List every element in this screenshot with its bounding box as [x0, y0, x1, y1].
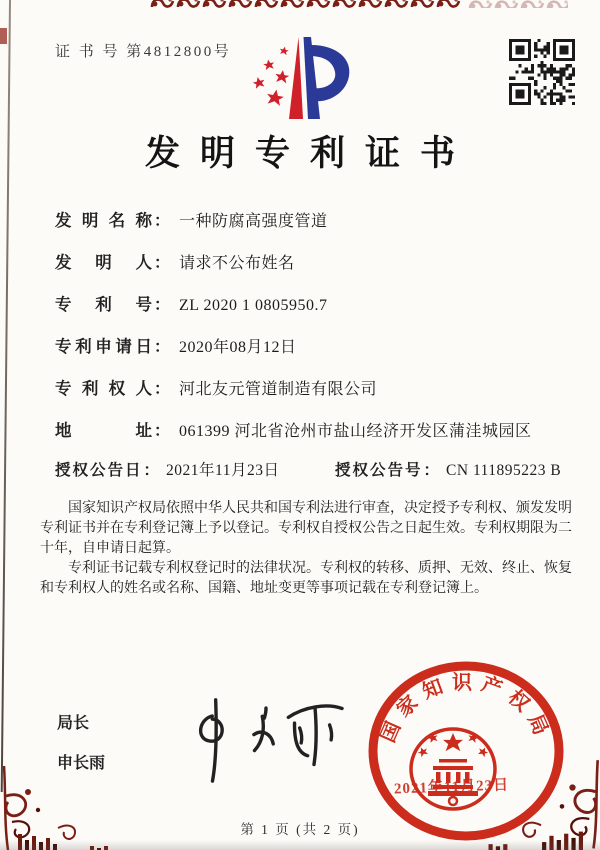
field-value: 2020年08月12日	[179, 339, 297, 356]
grant-number-label: 授权公告号	[335, 462, 423, 479]
legal-paragraph-2: 专利证书记载专利权登记时的法律状况。专利权的转移、质押、无效、终止、恢复和专利权人的姓名或名称、国籍、地址变更等事项记载在专利登记簿上。	[40, 561, 572, 596]
grant-date-value: 2021年11月23日	[166, 462, 280, 479]
scan-edge-shade	[0, 840, 600, 850]
field-colon: ：	[154, 297, 171, 314]
field-row	[55, 417, 532, 438]
certificate-number: 证 书 号 第4812800号	[55, 44, 232, 60]
grant-number-group	[335, 458, 561, 480]
field-colon: ：	[154, 423, 171, 440]
svg-text:国家知识产权局	[376, 671, 556, 746]
field-label: 发明名称	[55, 211, 152, 230]
field-value: 一种防腐高强度管道	[179, 213, 328, 230]
left-edge-red-mark	[0, 28, 7, 44]
seal-date: 2021年11月23日	[393, 777, 510, 798]
field-colon: ：	[154, 339, 171, 356]
field-row	[55, 333, 532, 354]
field-label: 专利号	[55, 295, 152, 314]
field-row	[55, 291, 532, 312]
handwritten-signature-icon	[183, 686, 358, 788]
field-label: 地址	[55, 421, 152, 440]
top-border-ornament-fragment	[468, 0, 568, 8]
field-value: 061399 河北省沧州市盐山经济开发区蒲洼城园区	[179, 423, 532, 440]
field-label: 专利权人	[55, 379, 152, 398]
left-edge-line	[1, 0, 11, 792]
field-colon: ：	[154, 213, 171, 230]
legal-paragraph-1: 国家知识产权局依照中华人民共和国专利法进行审查，决定授予专利权、颁发发明专利证书并在专利登记簿上予以登记。专利权自授权公告之日起生效。专利权期限为二十年，自申请日起算。	[40, 501, 572, 556]
qr-code-icon	[509, 39, 575, 105]
field-label: 专利申请日	[55, 337, 152, 356]
field-value: ZL 2020 1 0805950.7	[179, 297, 328, 314]
cnipa-logo-icon	[241, 32, 355, 126]
grant-number-value: CN 111895223 B	[446, 462, 562, 479]
grant-number-colon: ：	[423, 462, 440, 479]
grant-date-label: 授权公告日	[55, 462, 143, 479]
seal-text: 国家知识产权局	[377, 671, 555, 746]
field-row	[55, 207, 532, 228]
fields	[55, 207, 532, 459]
grant-date-group	[55, 462, 279, 479]
grant-row	[55, 458, 562, 480]
officer-name: 申长雨	[57, 755, 106, 772]
field-row	[55, 375, 532, 396]
field-value: 河北友元管道制造有限公司	[179, 381, 378, 398]
field-colon: ：	[154, 255, 171, 272]
field-colon: ：	[154, 381, 171, 398]
legal-text	[40, 499, 572, 599]
field-label: 发明人	[55, 253, 152, 272]
field-value: 请求不公布姓名	[179, 255, 295, 272]
grant-date-colon: ：	[143, 462, 160, 479]
certificate-title: 发明专利证书	[144, 134, 475, 173]
page-number: 第 1 页 (共 2 页)	[240, 822, 360, 837]
field-row	[55, 249, 532, 270]
officer-title: 局长	[57, 715, 90, 732]
top-border-ornament	[150, 0, 462, 12]
